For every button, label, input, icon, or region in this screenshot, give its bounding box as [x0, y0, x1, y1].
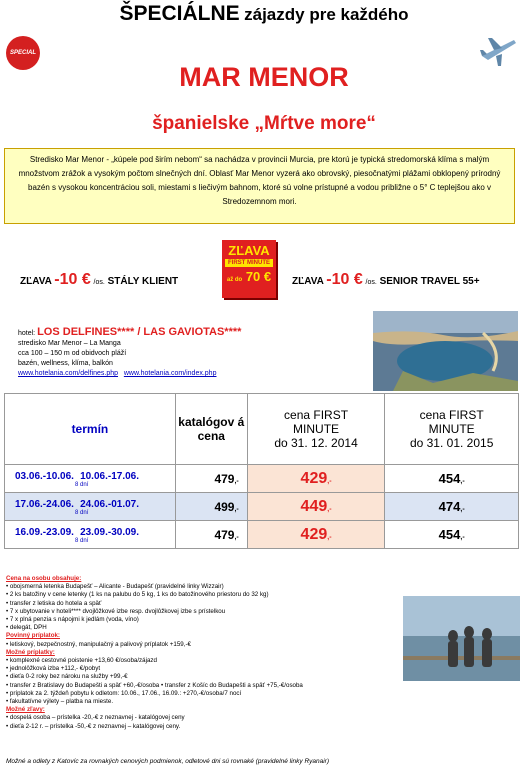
- destination-subtitle: španielske „Mŕtve more“: [152, 113, 376, 134]
- term-cell: 03.06.-10.06. 10.06.-17.06. 8 dní: [5, 465, 176, 493]
- term-cell: 16.09.-23.09. 23.09.-30.09. 8 dní: [5, 521, 176, 549]
- mandatory-item: • letiskový, bezpečnostný, manipulačný a palivový príplatok +159,-€: [6, 640, 191, 648]
- hotel-name: LOS DELFINES**** / LAS GAVIOTAS****: [37, 326, 242, 338]
- header-catalog: katalógov á cena: [175, 394, 247, 465]
- table-row: [5, 465, 519, 493]
- info-section: [6, 575, 401, 731]
- footer-note: Možné a odlety z Katovíc za rovnakých cenových podmienok, odletové dni sú rovnaké (pravidelné linky Ryanair): [6, 758, 330, 765]
- included-item: • 2 ks batožiny v cene letenky (1 ks na palubu do 5 kg, 1 ks do batožinového priestoru do 32 kg): [6, 591, 269, 599]
- mandatory-heading: Povinný príplatok:: [6, 632, 60, 640]
- badge-value: až do 70 €: [226, 269, 272, 284]
- optional-heading: Možné príplatky:: [6, 648, 55, 656]
- table-header-row: [5, 394, 519, 465]
- mud-bathers-photo: [403, 596, 520, 681]
- special-logo: SPECIAL: [6, 36, 40, 70]
- reductions-heading: Možné zľavy:: [6, 706, 45, 714]
- reduction-item: • dieťa 2-12 r. – prístelka -50,-€ z neznavnej – katalógovej ceny.: [6, 722, 181, 730]
- header-fm1: cena FIRST MINUTE do 31. 12. 2014: [247, 394, 385, 465]
- discount-unit: /os.: [93, 279, 105, 286]
- title-big: ŠPECIÁLNE: [119, 2, 240, 25]
- discount-value: -10 €: [54, 271, 91, 288]
- table-row: [5, 493, 519, 521]
- description-box: Stredisko Mar Menor - „kúpele pod širím nebom“ sa nachádza v provincii Murcia, pre ktorú je typická stredomorská klíma s malým množstvom zrážok a vysokým počtom slnečných dní. Oblasť Mar Menor vyzerá ako obrovský, piesočnatými plážami obklopený prírodný bazén s vysokou koncentráciou soli, miestami s liečivým bahnom, ktoré sú volne prístupné a vodou približne o 5° C teplejšou ako v Stredozemnom mori.: [4, 148, 515, 224]
- term-cell: 17.06.-24.06. 24.06.-01.07. 8 dní: [5, 493, 176, 521]
- optional-item: • fakultatívne výlety – platba na mieste.: [6, 698, 114, 706]
- fm2-price: 454,-: [385, 465, 519, 493]
- fm2-price: 454,-: [385, 521, 519, 549]
- badge-line1: ZĽAVA: [228, 243, 270, 258]
- included-item: • 7 x ubytovanie v hoteli**** dvojlôžkové izbe resp. dvojlôžkovej izbe s prístelkou: [6, 607, 226, 615]
- hotel-prefix: hotel:: [18, 330, 36, 337]
- included-item: • obojsmerná letenka Budapešť – Alicante - Budapešť (pravidelné linky Wizzair): [6, 583, 224, 591]
- badge-line2: FIRST MINUTE: [225, 259, 273, 267]
- included-item: • delegát, DPH: [6, 624, 47, 632]
- table-row: [5, 521, 519, 549]
- mar-menor-aerial-image: [373, 311, 518, 391]
- hotel-info: [18, 327, 241, 379]
- hotel-line1: stredisko Mar Menor – La Manga: [18, 340, 121, 347]
- hotel-link-2[interactable]: www.hotelania.com/index.php: [123, 370, 217, 377]
- discount-unit: /os.: [365, 279, 377, 286]
- optional-item: • dieťa 0-2 roky bez nároku na služby +99,-€: [6, 673, 128, 681]
- discount-loyal: [20, 271, 178, 289]
- reduction-item: • dospelá osoba – prístelka -20,-€ z neznavnej - katalógovej ceny: [6, 714, 185, 722]
- fm1-price: 449,-: [247, 493, 385, 521]
- catalog-price: 499,-: [175, 493, 247, 521]
- discount-label: ZĽAVA: [20, 276, 52, 287]
- optional-item: • transfer z Bratislavy do Budapešti a späť +60,-€/osoba • transfer z Košíc do Budapešti a späť +75,-€/osoba: [6, 681, 303, 689]
- discount-label: ZĽAVA: [292, 276, 324, 287]
- catalog-price: 479,-: [175, 521, 247, 549]
- discount-name: STÁLY KLIENT: [107, 276, 179, 287]
- destination-title: MAR MENOR: [179, 62, 349, 92]
- fm1-price: 429,-: [247, 465, 385, 493]
- optional-item: • komplexné cestovné poistenie +13,60 €/osoba/zájazd: [6, 657, 157, 665]
- header-fm2: cena FIRST MINUTE do 31. 01. 2015: [385, 394, 519, 465]
- first-minute-badge: [222, 240, 276, 298]
- optional-item: • jednolôžková izba +112,- €/pobyt: [6, 665, 101, 673]
- fm2-price: 474,-: [385, 493, 519, 521]
- page-header: [0, 2, 528, 26]
- included-item: • 7 x plná penzia s nápojmi k jedlám (voda, víno): [6, 616, 139, 624]
- hotel-line2: cca 100 – 150 m od obidvoch pláží: [18, 350, 127, 357]
- fm1-price: 429,-: [247, 521, 385, 549]
- price-table: [4, 393, 519, 549]
- discount-value: -10 €: [326, 271, 363, 288]
- title-small: zájazdy pre každého: [244, 5, 409, 24]
- included-item: • transfer z letiska do hotela a späť: [6, 599, 102, 607]
- included-heading: Cena na osobu obsahuje:: [6, 575, 82, 582]
- hotel-line3: bazén, wellness, klíma, balkón: [18, 360, 113, 367]
- header-term: termín: [5, 394, 176, 465]
- discount-name: SENIOR TRAVEL 55+: [379, 276, 480, 287]
- hotel-link-1[interactable]: www.hotelania.com/delfines.php: [18, 370, 119, 377]
- catalog-price: 479,-: [175, 465, 247, 493]
- discount-senior: [292, 271, 480, 289]
- optional-item: • príplatok za 2. týždeň pobytu k odletom: 10.06., 17.06., 16.09.: +270,-€/osoba/7 nocí: [6, 689, 242, 697]
